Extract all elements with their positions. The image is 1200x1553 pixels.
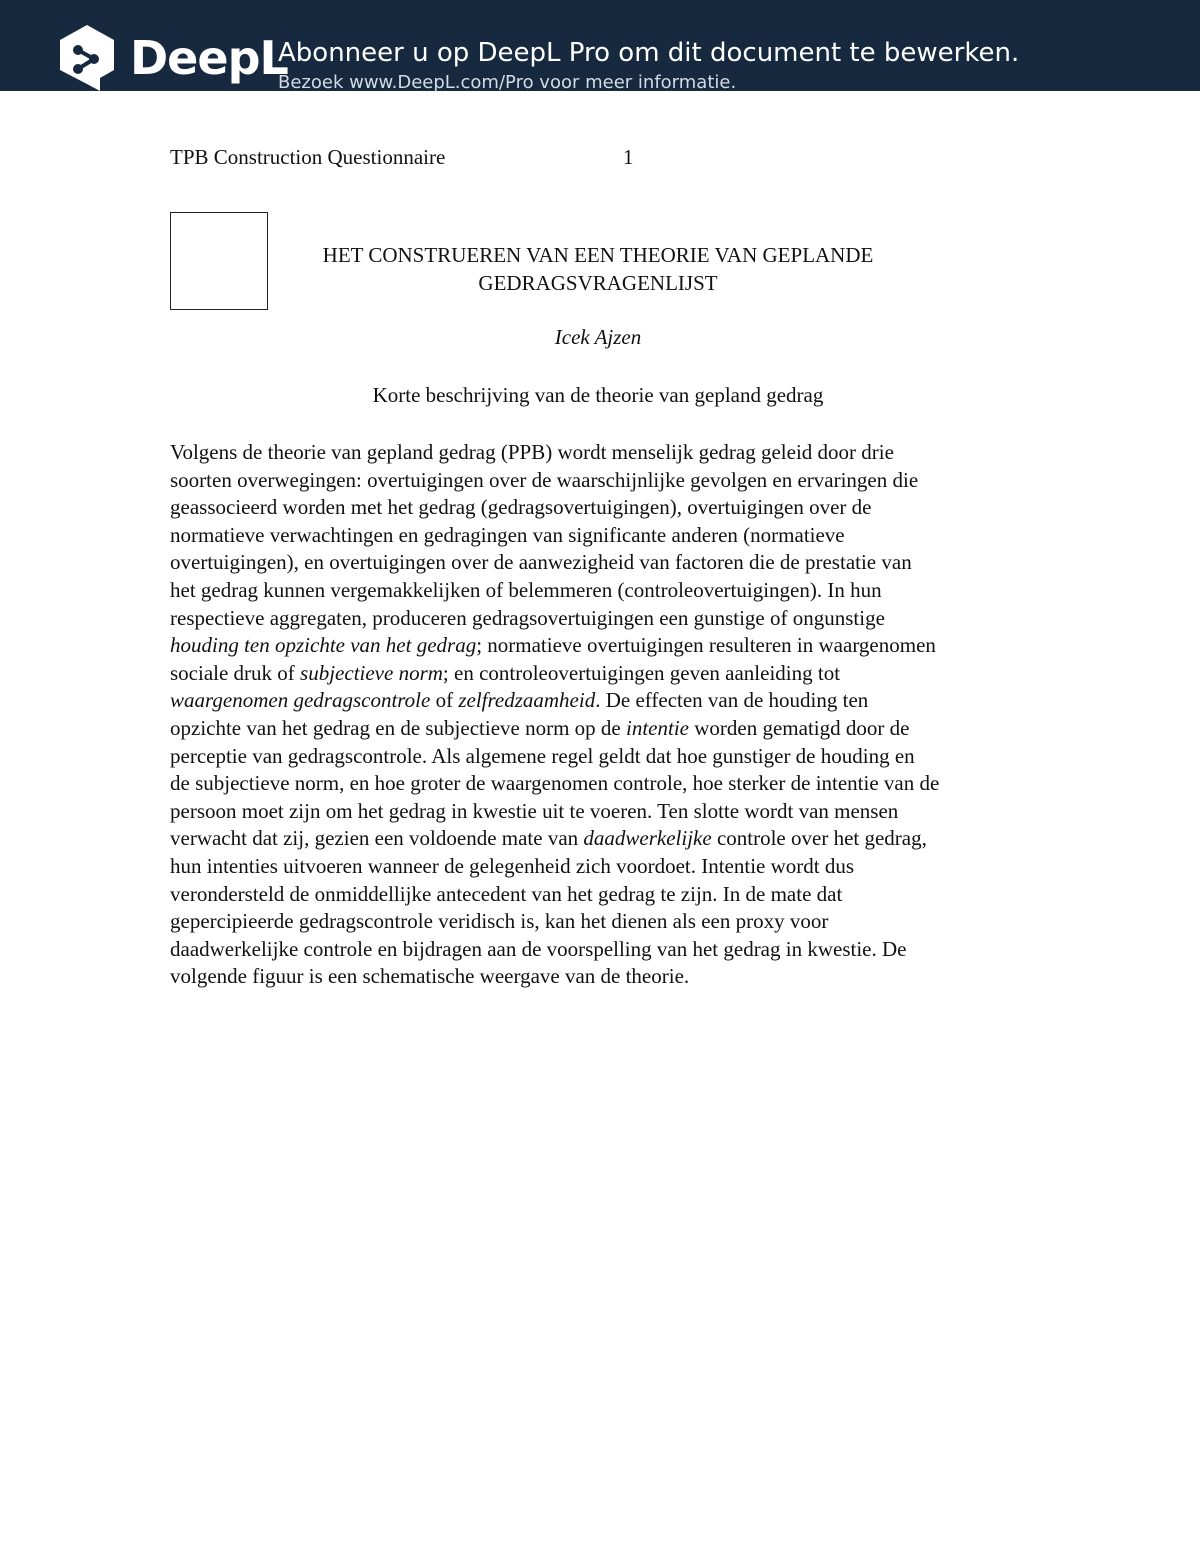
- paragraph-text: het gedrag kunnen vergemakkelijken of belemmeren (controleovertuigingen). In hun: [170, 577, 882, 602]
- paragraph-line: [170, 936, 1040, 964]
- paragraph-text: normatieve verwachtingen en gedragingen van significante anderen (normatieve: [170, 522, 845, 547]
- document-title-line: HET CONSTRUEREN VAN EEN THEORIE VAN GEPLANDE: [322, 243, 874, 267]
- paragraph-text: of: [430, 688, 459, 713]
- deepl-logo-icon: [56, 23, 118, 91]
- paragraph-text: ; normatieve overtuigingen resulteren in waargenomen: [476, 633, 936, 658]
- running-head: TPB Construction Questionnaire: [170, 145, 446, 169]
- paragraph-line: [170, 825, 1040, 853]
- paragraph-text: persoon moet zijn om het gedrag in kwestie uit te voeren. Ten slotte wordt van mensen: [170, 798, 899, 823]
- paragraph-text: geassocieerd worden met het gedrag (gedragsovertuigingen), overtuigingen over de: [170, 495, 872, 520]
- paragraph-line: [170, 549, 1040, 577]
- paragraph-line: [170, 605, 1040, 633]
- emphasis-text: daadwerkelijke: [583, 826, 712, 851]
- paragraph-text: worden gematigd door de: [688, 715, 910, 740]
- paragraph-text: perceptie van gedragscontrole. Als algemene regel geldt dat hoe gunstiger de houding en: [170, 743, 915, 768]
- paragraph-text: overtuigingen), en overtuigingen over de aanwezigheid van factoren die de prestatie van: [170, 550, 912, 575]
- paragraph-text: de subjectieve norm, en hoe groter de waargenomen controle, hoe sterker de intentie van de: [170, 771, 940, 796]
- paragraph-text: opzichte van het gedrag en de subjectieve norm op de: [170, 715, 626, 740]
- paragraph-text: soorten overwegingen: overtuigingen over de waarschijnlijke gevolgen en ervaringen die: [170, 467, 919, 492]
- paragraph-line: [170, 632, 1040, 660]
- page-number: 1: [623, 145, 634, 169]
- paragraph-text: verwacht dat zij, gezien een voldoende mate van: [170, 826, 584, 851]
- section-heading: Korte beschrijving van de theorie van gepland gedrag: [372, 383, 824, 407]
- banner-title[interactable]: Abonneer u op DeepL Pro om dit document te bewerken.: [278, 38, 1020, 68]
- paragraph-line: [170, 660, 1040, 688]
- document-title: [270, 241, 926, 297]
- paragraph-line: [170, 467, 1040, 495]
- deepl-upgrade-banner[interactable]: [0, 0, 1200, 91]
- emphasis-text: zelfredzaamheid: [458, 688, 596, 713]
- document-title-line: GEDRAGSVRAGENLIJST: [478, 271, 718, 295]
- paragraph-text: controle over het gedrag,: [711, 826, 927, 851]
- paragraph-line: [170, 715, 1040, 743]
- paragraph-text: volgende figuur is een schematische weergave van de theorie.: [170, 964, 690, 989]
- paragraph-text: respectieve aggregaten, produceren gedragsovertuigingen een gunstige of ongunstige: [170, 605, 885, 630]
- paragraph-line: [170, 798, 1040, 826]
- paragraph-text: ; en controleovertuigingen geven aanleiding tot: [442, 660, 841, 685]
- paragraph-text: daadwerkelijke controle en bijdragen aan de voorspelling van het gedrag in kwestie. De: [170, 936, 907, 961]
- brand-name: DeepL: [130, 31, 288, 85]
- paragraph-text: . De effecten van de houding ten: [595, 688, 869, 713]
- paragraph-line: [170, 577, 1040, 605]
- paragraph-text: verondersteld de onmiddellijke antecedent van het gedrag te zijn. In de mate dat: [170, 881, 843, 906]
- paragraph-line: [170, 853, 1040, 881]
- paragraph-line: [170, 908, 1040, 936]
- document-author: Icek Ajzen: [554, 325, 642, 349]
- paragraph-line: [170, 494, 1040, 522]
- paragraph-line: [170, 770, 1040, 798]
- body-paragraph: [170, 439, 1040, 991]
- emphasis-text: subjectieve norm: [300, 660, 443, 685]
- banner-subtitle-link[interactable]: Bezoek www.DeepL.com/Pro voor meer informatie.: [278, 72, 737, 91]
- emphasis-text: houding ten opzichte van het gedrag: [170, 633, 477, 658]
- paragraph-line: [170, 687, 1040, 715]
- paragraph-line: [170, 522, 1040, 550]
- paragraph-line: [170, 963, 1040, 991]
- emphasis-text: waargenomen gedragscontrole: [170, 688, 431, 713]
- paragraph-text: hun intenties uitvoeren wanneer de gelegenheid zich voordoet. Intentie wordt dus: [170, 853, 855, 878]
- paragraph-line: [170, 881, 1040, 909]
- paragraph-text: gepercipieerde gedragscontrole veridisch is, kan het dienen als een proxy voor: [170, 909, 829, 934]
- image-placeholder: [170, 212, 268, 310]
- emphasis-text: intentie: [626, 715, 689, 740]
- paragraph-line: [170, 439, 1040, 467]
- paragraph-text: Volgens de theorie van gepland gedrag (PPB) wordt menselijk gedrag geleid door drie: [170, 440, 894, 464]
- paragraph-text: sociale druk of: [170, 660, 301, 685]
- paragraph-line: [170, 743, 1040, 771]
